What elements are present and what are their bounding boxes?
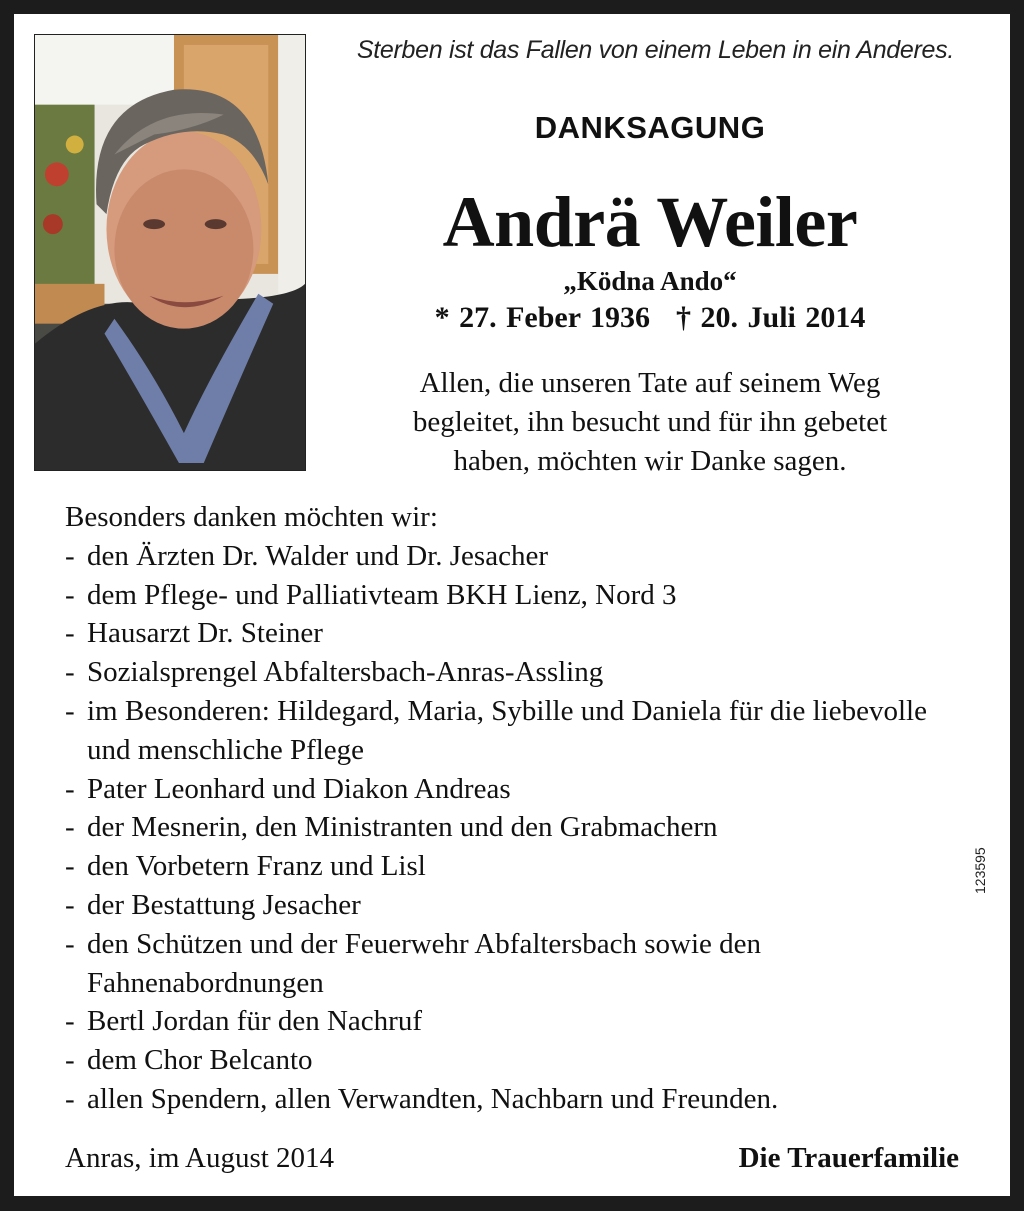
thanks-item-text: allen Spendern, allen Verwandten, Nachbarn und Freunden. [87,1082,779,1115]
list-dash: - [65,811,75,844]
intro-text [314,364,986,481]
intro-line: begleitet, ihn besucht und für ihn gebetet [412,406,888,438]
thanks-item-text: im Besonderen: Hildegard, Maria, Sybille und Daniela für die liebevolle und menschliche Pflege [87,694,927,766]
thanks-item-text: den Schützen und der Feuerwehr Abfaltersbach sowie den Fahnenabordnungen [87,927,762,999]
thanks-item-text: dem Chor Belcanto [87,1044,313,1077]
thanks-item [65,614,965,653]
deceased-nickname: „Ködna Ando“ [563,266,737,296]
portrait-image [35,35,305,470]
list-dash: - [65,656,75,689]
thanks-item [65,576,965,615]
list-dash: - [65,927,75,960]
thanks-item [65,653,965,692]
thanks-item [65,847,965,886]
thanks-item [65,692,965,770]
deceased-name: Andrä Weiler [442,182,858,262]
place-and-date: Anras, im August 2014 [65,1142,335,1174]
thanks-item [65,770,965,809]
thanks-item [65,537,965,576]
intro-line: Allen, die unseren Tate auf seinem Weg [419,367,881,399]
thanks-list [65,498,965,1119]
birth-date: * 27. Feber 1936 [434,301,651,334]
motto-quote: Sterben ist das Fallen von einem Leben in ein Anderes. [356,36,954,64]
life-dates [314,301,986,335]
thanks-item [65,886,965,925]
thanks-item-text: den Ärzten Dr. Walder und Dr. Jesacher [87,539,548,572]
thanks-item-text: Hausarzt Dr. Steiner [87,617,323,650]
list-dash: - [65,1005,75,1038]
list-dash: - [65,888,75,921]
portrait-photo [34,34,306,471]
thanks-item-text: der Bestattung Jesacher [87,888,361,921]
thanks-item-text: Sozialsprengel Abfaltersbach-Anras-Assling [87,656,604,689]
thanks-item [65,808,965,847]
intro-line: haben, möchten wir Danke sagen. [453,445,847,477]
thanks-item-text: Pater Leonhard und Diakon Andreas [87,772,511,805]
list-dash: - [65,617,75,650]
thanks-item-text: der Mesnerin, den Ministranten und den Grabmachern [87,811,718,844]
list-dash: - [65,539,75,572]
list-dash: - [65,578,75,611]
thanks-item [65,1002,965,1041]
family-signature: Die Trauerfamilie [738,1142,959,1174]
thanks-item [65,1041,965,1080]
thanks-item-text: den Vorbetern Franz und Lisl [87,850,426,883]
list-dash: - [65,1044,75,1077]
notice-heading: DANKSAGUNG [534,110,766,145]
list-dash: - [65,772,75,805]
thanks-item [65,1080,965,1119]
thanks-item-text: Bertl Jordan für den Nachruf [87,1005,422,1038]
death-date: † 20. Juli 2014 [676,301,866,334]
list-dash: - [65,1082,75,1115]
list-dash: - [65,694,75,727]
obituary-notice [14,14,1010,1196]
list-dash: - [65,850,75,883]
thanks-item-text: dem Pflege- und Palliativteam BKH Lienz, Nord 3 [87,578,677,611]
ad-code: 123595 [972,847,988,894]
thanks-title: Besonders danken möchten wir: [65,501,438,533]
thanks-item [65,925,965,1003]
